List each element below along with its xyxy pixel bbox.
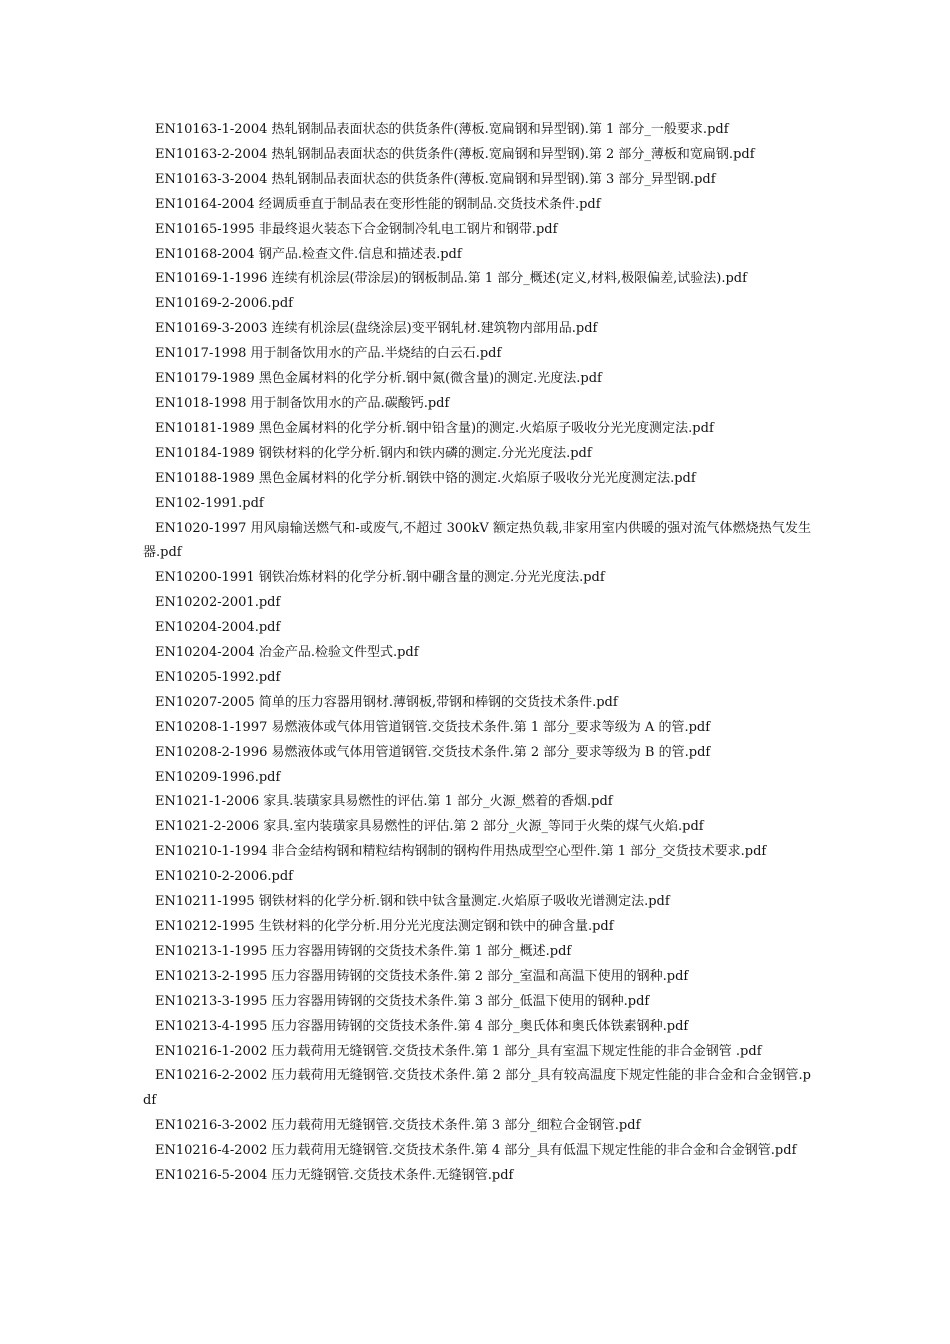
- file-entry: EN1020-1997 用风扇输送燃气和-或废气,不超过 300kV 额定热负载,非家用室内供暖的强对流气体燃烧热气发生器.pdf: [143, 520, 811, 561]
- file-entry: EN10213-1-1995 压力容器用铸钢的交货技术条件.第 1 部分_概述.pdf: [155, 943, 572, 959]
- file-entry: EN10184-1989 钢铁材料的化学分析.钢内和铁内磷的测定.分光光度法.pdf: [155, 445, 592, 461]
- file-entry: EN10210-2-2006.pdf: [155, 869, 293, 885]
- file-entry: EN10213-3-1995 压力容器用铸钢的交货技术条件.第 3 部分_低温下使用的钢种.pdf: [155, 993, 650, 1009]
- file-entry: EN10211-1995 钢铁材料的化学分析.钢和铁中钛含量测定.火焰原子吸收光谱测定法.pdf: [155, 894, 670, 910]
- document-body: [143, 118, 811, 1189]
- file-entry: EN10212-1995 生铁材料的化学分析.用分光光度法测定钢和铁中的砷含量.pdf: [155, 919, 614, 934]
- file-entry: EN1018-1998 用于制备饮用水的产品.碳酸钙.pdf: [155, 395, 450, 411]
- file-entry: EN10208-1-1997 易燃液体或气体用管道钢管.交货技术条件.第 1 部分_要求等级为 A 的管.pdf: [155, 719, 711, 735]
- file-entry: EN1017-1998 用于制备饮用水的产品.半烧结的白云石.pdf: [155, 346, 502, 362]
- file-entry: EN10181-1989 黑色金属材料的化学分析.钢中铅含量)的测定.火焰原子吸收分光光度测定法.pdf: [155, 420, 714, 436]
- file-entry: EN10202-2001.pdf: [155, 595, 281, 611]
- file-entry: EN10204-2004.pdf: [155, 620, 281, 636]
- file-entry: EN10188-1989 黑色金属材料的化学分析.钢铁中铬的测定.火焰原子吸收分光光度测定法.pdf: [155, 470, 696, 486]
- file-entry: EN10207-2005 简单的压力容器用钢材.薄钢板,带钢和棒钢的交货技术条件.pdf: [155, 694, 618, 710]
- file-entry: EN10216-2-2002 压力载荷用无缝钢管.交货技术条件.第 2 部分_具有较高温度下规定性能的非合金和合金钢管.pdf: [143, 1068, 811, 1109]
- file-entry: EN10216-5-2004 压力无缝钢管.交货技术条件.无缝钢管.pdf: [155, 1168, 514, 1184]
- file-entry: EN10163-3-2004 热轧钢制品表面状态的供货条件(薄板.宽扁钢和异型钢).第 3 部分_异型钢.pdf: [155, 171, 716, 187]
- file-entry: EN10168-2004 钢产品.检查文件.信息和描述表.pdf: [155, 246, 462, 262]
- file-entry: EN10200-1991 钢铁冶炼材料的化学分析.钢中硼含量的测定.分光光度法.pdf: [155, 570, 605, 586]
- file-entry: EN102-1991.pdf: [155, 495, 264, 511]
- file-entry: EN1021-1-2006 家具.装璜家具易燃性的评估.第 1 部分_火源_燃着的香烟.pdf: [155, 794, 613, 810]
- file-entry: EN10216-4-2002 压力载荷用无缝钢管.交货技术条件.第 4 部分_具有低温下规定性能的非合金和合金钢管.pdf: [155, 1143, 797, 1159]
- file-entry: EN10164-2004 经调质垂直于制品表在变形性能的钢制品.交货技术条件.pdf: [155, 196, 601, 212]
- file-entry: EN10163-1-2004 热轧钢制品表面状态的供货条件(薄板.宽扁钢和异型钢).第 1 部分_一般要求.pdf: [155, 122, 729, 137]
- file-entry: EN10209-1996.pdf: [155, 769, 281, 785]
- file-entry: EN10165-1995 非最终退火装态下合金钢制冷轧电工钢片和钢带.pdf: [155, 221, 558, 237]
- file-entry: EN10210-1-1994 非合金结构钢和精粒结构钢制的钢构件用热成型空心型件.第 1 部分_交货技术要求.pdf: [155, 844, 767, 860]
- file-entry: EN10163-2-2004 热轧钢制品表面状态的供货条件(薄板.宽扁钢和异型钢).第 2 部分_薄板和宽扁钢.pdf: [155, 146, 755, 162]
- file-entry: EN10179-1989 黑色金属材料的化学分析.钢中氮(微含量)的测定.光度法.pdf: [155, 371, 602, 387]
- file-entry: EN10216-1-2002 压力载荷用无缝钢管.交货技术条件.第 1 部分_具有室温下规定性能的非合金钢管 .pdf: [155, 1043, 762, 1059]
- file-entry: EN10169-1-1996 连续有机涂层(带涂层)的钢板制品.第 1 部分_概述(定义,材料,极限偏差,试验法).pdf: [155, 271, 747, 287]
- file-entry: EN10213-4-1995 压力容器用铸钢的交货技术条件.第 4 部分_奥氏体和奥氏体铁素钢种.pdf: [155, 1018, 689, 1034]
- file-entry: EN10204-2004 冶金产品.检验文件型式.pdf: [155, 645, 419, 661]
- file-entry: EN1021-2-2006 家具.室内装璜家具易燃性的评估.第 2 部分_火源_等同于火柴的煤气火焰.pdf: [155, 819, 704, 835]
- file-entry: EN10216-3-2002 压力载荷用无缝钢管.交货技术条件.第 3 部分_细粒合金钢管.pdf: [155, 1118, 641, 1134]
- file-entry: EN10169-2-2006.pdf: [155, 296, 293, 312]
- file-entry: EN10213-2-1995 压力容器用铸钢的交货技术条件.第 2 部分_室温和高温下使用的钢种.pdf: [155, 968, 689, 984]
- file-entry: EN10208-2-1996 易燃液体或气体用管道钢管.交货技术条件.第 2 部分_要求等级为 B 的管.pdf: [155, 744, 711, 760]
- file-entry: EN10205-1992.pdf: [155, 669, 281, 685]
- file-entry: EN10169-3-2003 连续有机涂层(盘绕涂层)变平钢轧材.建筑物内部用品.pdf: [155, 321, 598, 337]
